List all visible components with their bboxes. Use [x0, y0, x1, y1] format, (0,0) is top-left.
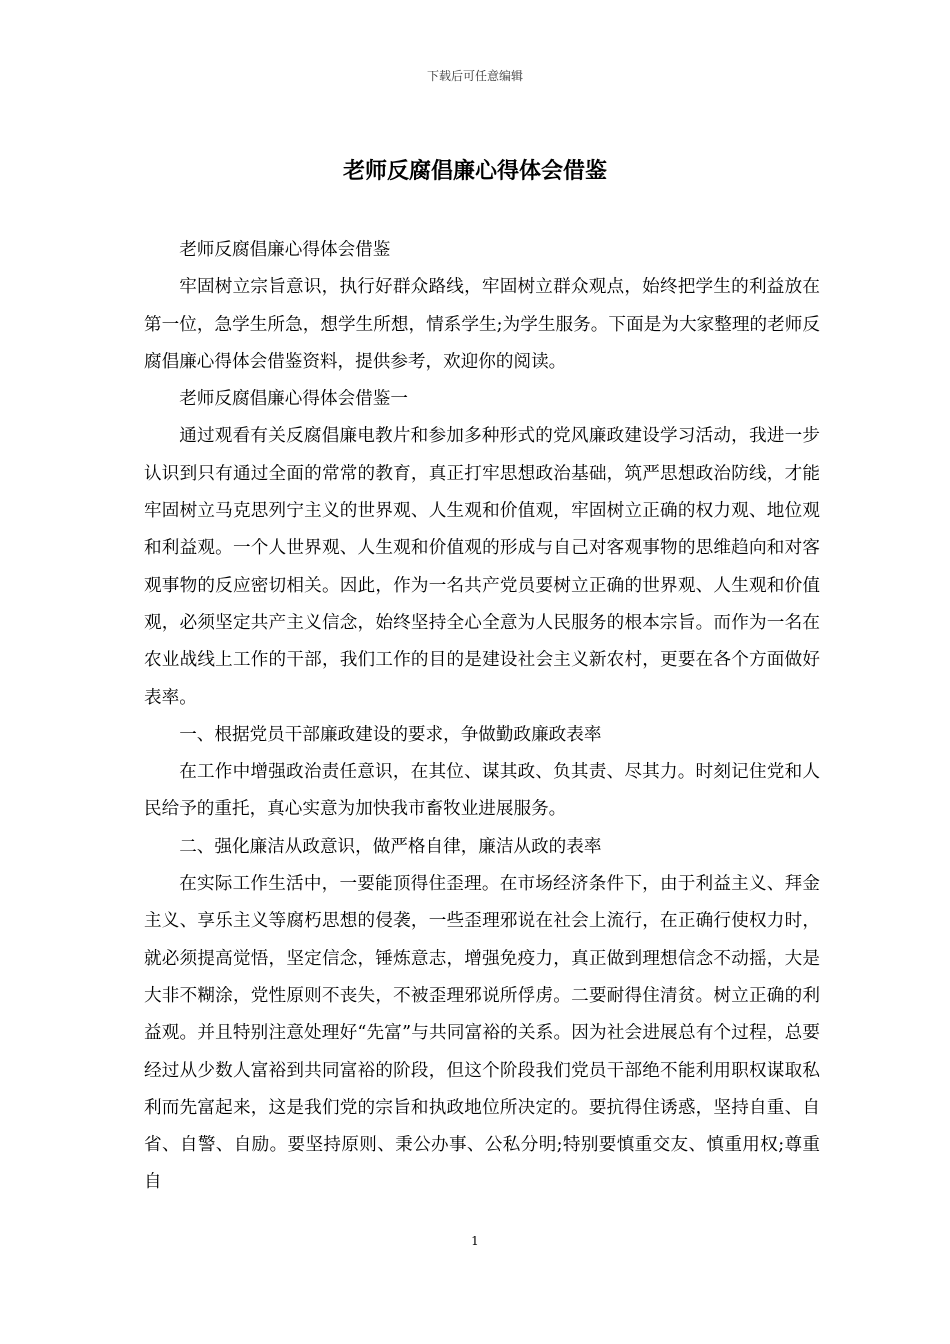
page-number: 1 [471, 1234, 479, 1248]
header-note: 下载后可任意编辑 [426, 69, 523, 83]
point-heading: 一、根据党员干部廉政建设的要求，争做勤政廉政表率 [179, 724, 602, 745]
document-body [144, 232, 820, 1202]
section-heading: 老师反腐倡廉心得体会借鉴一 [179, 389, 408, 410]
point-heading: 二、强化廉洁从政意识，做严格自律，廉洁从政的表率 [179, 836, 602, 857]
body-paragraph: 在实际工作生活中，一要能顶得住歪理。在市场经济条件下，由于利益主义、拜金主义、享乐主义等腐朽思想的侵袭，一些歪理邪说在社会上流行，在正确行使权力时，就必须提高觉悟，坚定信念，锤炼意志，增强免疫力，真正做到理想信念不动摇，大是大非不糊涂，党性原则不丧失，不被歪理邪说所俘虏。二要耐得住清贫。树立正确的利益观。并且特别注意处理好“先富”与共同富裕的关系。因为社会进展总有个过程，总要经过从少数人富裕到共同富裕的阶段，但这个阶段我们党员干部绝不能利用职权谋取私利而先富起来，这是我们党的宗旨和执政地位所决定的。要抗得住诱惑，坚持自重、自省、自警、自励。要坚持原则、秉公办事、公私分明;特别要慎重交友、慎重用权;尊重自 [144, 874, 820, 1193]
subtitle-paragraph: 老师反腐倡廉心得体会借鉴 [179, 240, 391, 260]
intro-paragraph: 牢固树立宗旨意识，执行好群众路线，牢固树立群众观点，始终把学生的利益放在第一位，急学生所急，想学生所想，情系学生;为学生服务。下面是为大家整理的老师反腐倡廉心得体会借鉴资料，提供参考，欢迎你的阅读。 [144, 277, 820, 372]
document-title: 老师反腐倡廉心得体会借鉴 [342, 158, 607, 184]
body-paragraph: 通过观看有关反腐倡廉电教片和参加多种形式的党风廉政建设学习活动，我进一步认识到只有通过全面的常常的教育，真正打牢思想政治基础，筑严思想政治防线，才能牢固树立马克思列宁主义的世界观、人生观和价值观，牢固树立正确的权力观、地位观和利益观。一个人世界观、人生观和价值观的形成与自己对客观事物的思维趋向和对客观事物的反应密切相关。因此，作为一名共产党员要树立正确的世界观、人生观和价值观，必须坚定共产主义信念，始终坚持全心全意为人民服务的根本宗旨。而作为一名在农业战线上工作的干部，我们工作的目的是建设社会主义新农村，更要在各个方面做好表率。 [144, 426, 820, 708]
body-paragraph: 在工作中增强政治责任意识，在其位、谋其政、负其责、尽其力。时刻记住党和人民给予的重托，真心实意为加快我市畜牧业进展服务。 [144, 762, 820, 820]
